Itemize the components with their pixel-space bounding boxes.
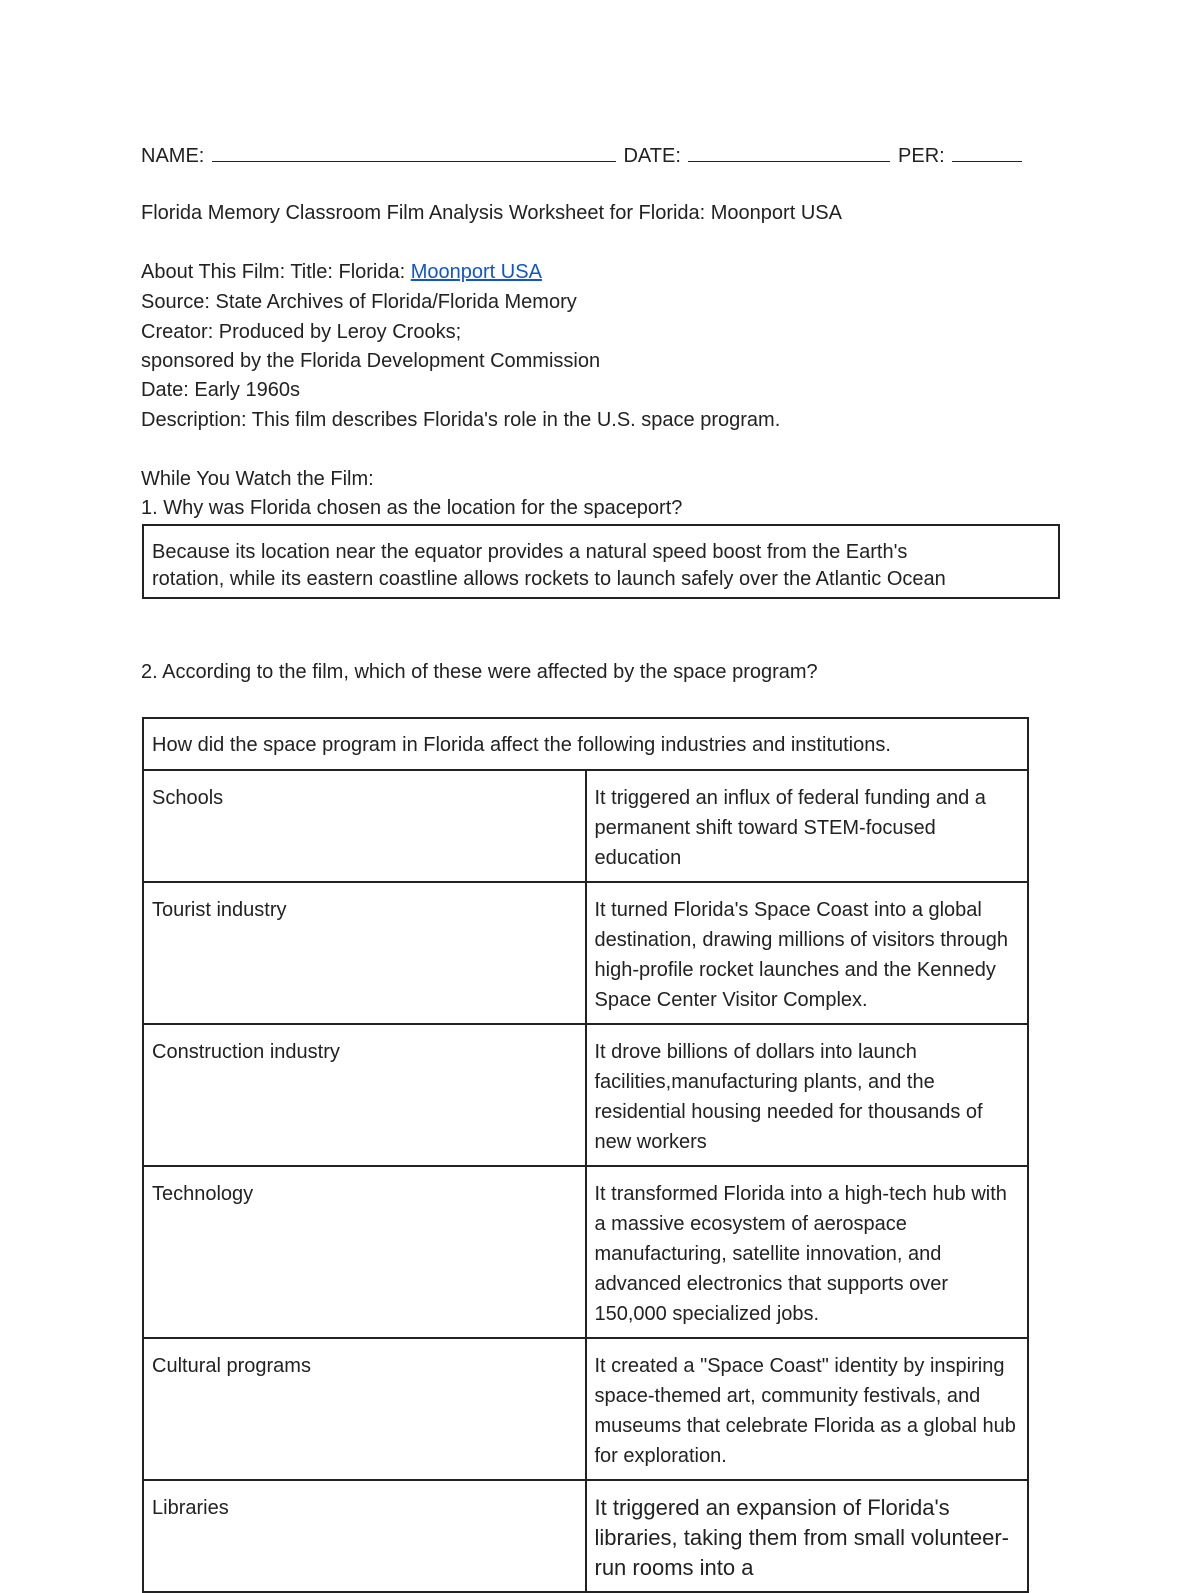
table-row: [143, 882, 1028, 1024]
table-row: [143, 770, 1028, 882]
header-line: [141, 143, 1024, 168]
per-blank[interactable]: [952, 143, 1022, 162]
table-header-row: [143, 718, 1028, 770]
about-title-line: [141, 260, 542, 284]
film-title-link[interactable]: Moonport USA: [410, 261, 542, 283]
table-row: [143, 1024, 1028, 1166]
row-label: Construction industry: [143, 1024, 586, 1166]
row-answer[interactable]: It triggered an expansion of Florida's libraries, taking them from small volunteer-run rooms into a: [586, 1480, 1029, 1592]
name-blank[interactable]: [212, 143, 616, 162]
question-2: 2. According to the film, which of these were affected by the space program?: [141, 661, 818, 683]
row-label: Schools: [143, 770, 586, 882]
row-answer[interactable]: It created a "Space Coast" identity by inspiring space-themed art, community festivals, and museums that celebrate Florida as a global hub for exploration.: [586, 1338, 1029, 1480]
impact-table: [142, 717, 1029, 1593]
table-row: [143, 1480, 1028, 1592]
row-label: Technology: [143, 1166, 586, 1338]
row-label: Cultural programs: [143, 1338, 586, 1480]
table-header-cell: How did the space program in Florida affect the following industries and institutions.: [143, 718, 1028, 770]
row-label: Tourist industry: [143, 882, 586, 1024]
per-label: PER:: [898, 145, 945, 167]
question-1: 1. Why was Florida chosen as the location for the spaceport?: [141, 497, 683, 519]
row-answer[interactable]: It triggered an influx of federal funding and a permanent shift toward STEM-focused education: [586, 770, 1029, 882]
about-date: Date: Early 1960s: [141, 379, 300, 401]
row-answer[interactable]: It transformed Florida into a high-tech hub with a massive ecosystem of aerospace manufacturing, satellite innovation, and advanced electronics that supports over 150,000 specialized jobs.: [586, 1166, 1029, 1338]
name-label: NAME:: [141, 145, 205, 167]
row-label: Libraries: [143, 1480, 586, 1592]
date-label: DATE:: [623, 145, 681, 167]
about-source: Source: State Archives of Florida/Florida Memory: [141, 291, 577, 313]
about-sponsor: sponsored by the Florida Development Commission: [141, 350, 601, 372]
table-row: [143, 1166, 1028, 1338]
about-creator: Creator: Produced by Leroy Crooks;: [141, 321, 462, 343]
while-watching-heading: While You Watch the Film:: [141, 468, 374, 490]
question-1-answer-box[interactable]: [142, 524, 1060, 599]
row-answer[interactable]: It turned Florida's Space Coast into a global destination, drawing millions of visitors through high-profile rocket launches and the Kennedy Space Center Visitor Complex.: [586, 882, 1029, 1024]
about-description: Description: This film describes Florida's role in the U.S. space program.: [141, 409, 781, 431]
question-1-answer-line-1: Because its location near the equator provides a natural speed boost from the Earth's: [152, 541, 908, 563]
about-title-prefix: About This Film: Title: Florida:: [141, 261, 406, 283]
date-blank[interactable]: [688, 143, 890, 162]
row-answer[interactable]: It drove billions of dollars into launch facilities,manufacturing plants, and the residential housing needed for thousands of new workers: [586, 1024, 1029, 1166]
question-1-answer-line-2: rotation, while its eastern coastline allows rockets to launch safely over the Atlantic Ocean: [152, 568, 946, 590]
worksheet-title: Florida Memory Classroom Film Analysis Worksheet for Florida: Moonport USA: [141, 202, 842, 224]
table-row: [143, 1338, 1028, 1480]
